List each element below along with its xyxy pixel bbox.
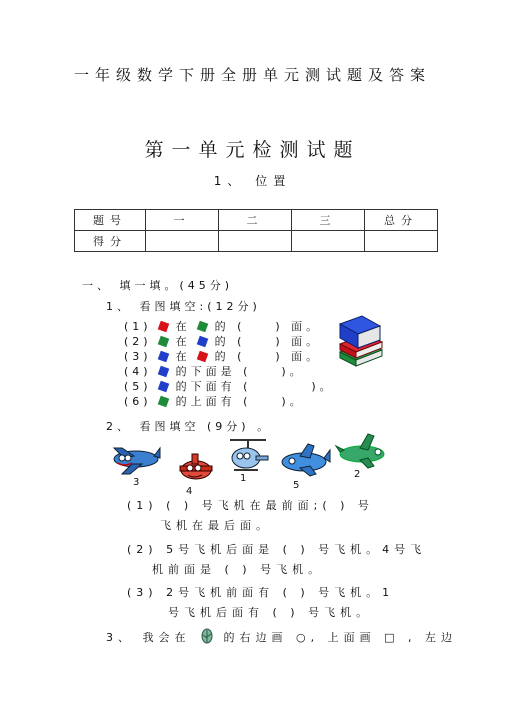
- score-table-header: 三: [292, 210, 365, 231]
- green-book-icon: [158, 336, 170, 348]
- airplane-2-icon: [334, 432, 388, 470]
- score-table-header: 二: [219, 210, 292, 231]
- score-table-header: 题号: [75, 210, 146, 231]
- airplane-5-icon: [280, 442, 332, 478]
- q2-sub2-line2: 机前面是 ( ) 号飞机。: [152, 563, 325, 576]
- line-text: 在: [175, 350, 191, 363]
- q2-sub3-line2: 号飞机后面有 ( ) 号飞机。: [168, 606, 373, 619]
- q1-line-4: [124, 363, 305, 379]
- line-number: (4): [124, 365, 152, 378]
- helicopter-1-icon: [226, 436, 270, 474]
- score-cell[interactable]: [219, 231, 292, 252]
- blue-book-icon: [197, 336, 209, 348]
- q2-sub1-line1: (1) ( ) 号飞机在最前面;( ) 号: [127, 499, 374, 512]
- score-table-header: 一: [146, 210, 219, 231]
- score-table-row: [75, 231, 438, 252]
- green-book-icon: [158, 396, 170, 408]
- plane-label: 2: [354, 469, 361, 480]
- q3-text-a: 3、 我会在: [106, 631, 191, 644]
- line-text: 的上面有 (: [175, 395, 252, 408]
- q2-sub1-line2: 飞机在最后面。: [160, 519, 272, 532]
- q1-line-2: [124, 333, 321, 349]
- q1-line-3: [124, 348, 321, 364]
- q1-line-5: [124, 378, 335, 394]
- q3-text-b: 的右边画 ○, 上面画 □ , 左边: [223, 631, 457, 644]
- section-subtitle: 1、 位置: [213, 174, 292, 188]
- line-number: (3): [124, 350, 152, 363]
- plant-icon: [199, 627, 215, 645]
- q2-sub2-line1: (2) 5号飞机后面是 ( ) 号飞机。4号飞: [127, 543, 427, 556]
- blue-book-icon: [158, 351, 170, 363]
- line-text: ) 面。: [275, 335, 322, 348]
- score-cell[interactable]: [292, 231, 365, 252]
- plane-label: 4: [186, 486, 193, 497]
- line-text: 在: [175, 335, 191, 348]
- line-text: 的下面有 (: [175, 380, 252, 393]
- line-text: 在: [175, 320, 191, 333]
- line-text: 的 (: [214, 350, 246, 363]
- q1-line-1: [124, 318, 321, 334]
- line-text: 的 (: [214, 335, 246, 348]
- line-number: (1): [124, 320, 152, 333]
- line-text: )。: [281, 365, 305, 378]
- score-table: [74, 209, 438, 252]
- airplane-3-icon: [110, 444, 162, 476]
- line-text: )。: [311, 380, 335, 393]
- line-number: (5): [124, 380, 152, 393]
- score-table-header: 总分: [365, 210, 438, 231]
- line-text: ) 面。: [275, 350, 322, 363]
- plane-label: 1: [240, 473, 247, 484]
- question1-title: 1、 看图填空:(12分): [106, 300, 261, 313]
- q1-line-6: [124, 393, 305, 409]
- score-table-header-row: [75, 210, 438, 231]
- plane-label: 5: [293, 480, 300, 491]
- plane-label: 3: [133, 477, 140, 488]
- airplane-4-icon: [176, 452, 216, 486]
- q2-sub3-line1: (3) 2号飞机前面有 ( ) 号飞机。1: [127, 586, 395, 599]
- line-text: 的下面是 (: [175, 365, 252, 378]
- score-cell[interactable]: [146, 231, 219, 252]
- question3-line: [106, 627, 457, 645]
- unit-title: 第一单元检测试题: [144, 139, 361, 161]
- document-title: 一年级数学下册全册单元测试题及答案: [73, 66, 431, 84]
- red-book-icon: [197, 351, 209, 363]
- blue-book-icon: [158, 366, 170, 378]
- line-text: ) 面。: [275, 320, 322, 333]
- line-text: )。: [281, 395, 305, 408]
- line-number: (2): [124, 335, 152, 348]
- red-book-icon: [158, 321, 170, 333]
- score-cell[interactable]: [365, 231, 438, 252]
- blue-book-icon: [158, 381, 170, 393]
- question2-title: 2、 看图填空 (9分) 。: [106, 420, 273, 433]
- line-number: (6): [124, 395, 152, 408]
- line-text: 的 (: [214, 320, 246, 333]
- score-row-label: 得分: [75, 231, 146, 252]
- part1-heading: 一、 填一填。(45分): [82, 279, 234, 292]
- green-book-icon: [197, 321, 209, 333]
- book-stack-icon: [336, 312, 386, 368]
